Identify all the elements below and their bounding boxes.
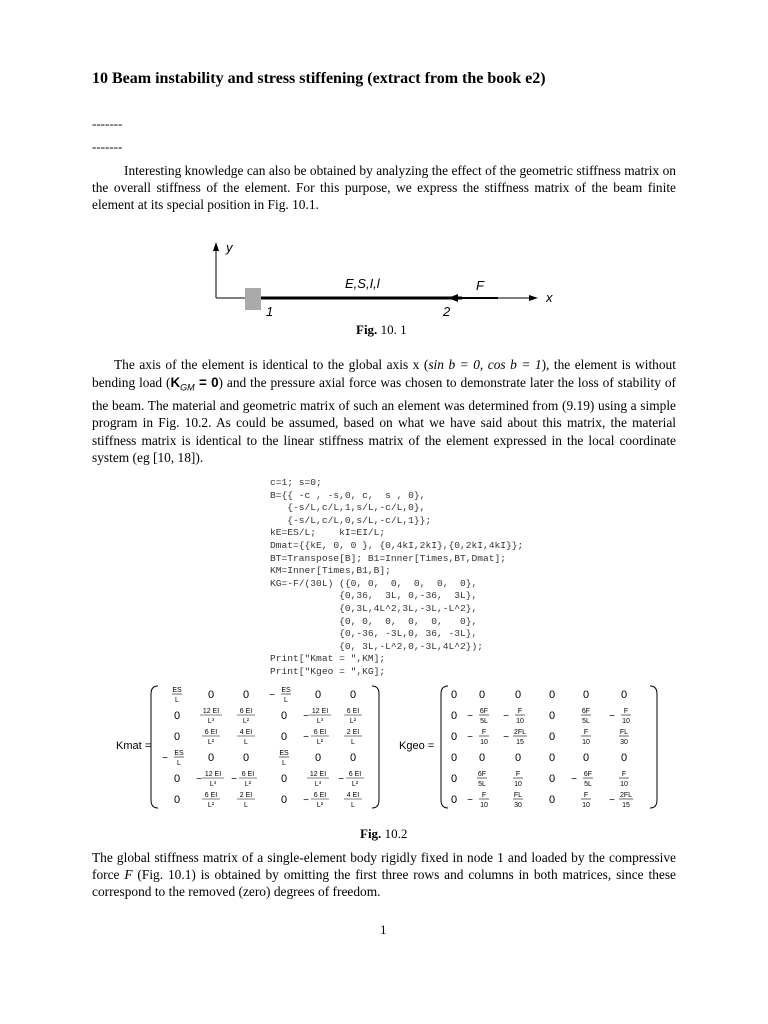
kgeo-cell: [621, 689, 627, 701]
svg-text:10: 10: [582, 739, 590, 746]
kgeo-cell: [503, 708, 525, 725]
kmat-cell: [202, 729, 220, 746]
svg-text:L: L: [351, 739, 355, 746]
kmat-cell: [174, 773, 180, 785]
kmat-cell: [162, 750, 184, 767]
kmat-cell: [269, 687, 291, 704]
svg-text:0: 0: [548, 794, 556, 806]
kmat-cell: [202, 792, 220, 809]
kgeo-right-bracket: [650, 686, 657, 808]
svg-text:0: 0: [242, 752, 250, 764]
svg-text:0: 0: [173, 710, 181, 722]
kgeo-cell: [619, 771, 629, 788]
svg-text:L³: L³: [314, 781, 322, 788]
svg-text:L³: L³: [316, 718, 324, 725]
kgeo-cell: [479, 689, 485, 701]
kmat-cell: [279, 750, 289, 767]
svg-text:0: 0: [450, 710, 458, 722]
node-1-label: 1: [266, 304, 274, 319]
force-arrowhead-icon: [448, 294, 458, 302]
kmat-cell: [237, 708, 255, 725]
fixed-support: [245, 288, 261, 310]
svg-text:4 EI: 4 EI: [239, 729, 253, 736]
svg-text:ES: ES: [172, 687, 182, 694]
svg-text:F: F: [621, 771, 627, 778]
svg-text:−: −: [231, 774, 237, 785]
x-axis-label: x: [546, 290, 553, 305]
kmat-cell: [172, 687, 182, 704]
kgeo-left-bracket: [441, 686, 448, 808]
kmat-cell: [338, 771, 364, 788]
svg-text:L: L: [177, 760, 181, 767]
kmat-cell: [303, 729, 329, 746]
svg-text:10: 10: [516, 718, 524, 725]
svg-text:FL: FL: [619, 729, 629, 736]
svg-text:2FL: 2FL: [619, 792, 633, 799]
svg-text:L: L: [284, 697, 288, 704]
svg-text:ES: ES: [281, 687, 291, 694]
kgeo-cell: [609, 792, 633, 809]
svg-text:6 EI: 6 EI: [313, 792, 327, 799]
svg-text:10: 10: [480, 739, 488, 746]
svg-text:10: 10: [622, 718, 630, 725]
svg-text:0: 0: [450, 773, 458, 785]
kmat-cell: [344, 792, 362, 809]
svg-text:6F: 6F: [583, 771, 593, 778]
page-number: 1: [380, 922, 387, 937]
figure-caption-2: Fig. 10.2: [360, 826, 408, 841]
kgeo-cell: [467, 729, 489, 746]
svg-text:L²: L²: [242, 718, 250, 725]
svg-text:L²: L²: [244, 781, 252, 788]
kmat-left-bracket: [151, 686, 158, 808]
svg-text:F: F: [583, 792, 589, 799]
svg-text:−: −: [303, 732, 309, 743]
kgeo-matrix: [440, 684, 658, 810]
kmat-cell: [350, 689, 356, 701]
svg-text:5L: 5L: [478, 781, 486, 788]
svg-text:0: 0: [548, 773, 556, 785]
svg-text:0: 0: [478, 689, 486, 701]
svg-text:12 EI: 12 EI: [311, 708, 329, 715]
kgeo-cell: [451, 689, 457, 701]
code-listing: c=1; s=0; B={{ -c , -s,0, c, s , 0}, {-s/L,c/L,1,s/L,-c/L,0}, {-s/L,c/L,0,s/L,-c/L,1}}; kE=ES/L; kI=EI/L; Dmat={{kE, 0, 0 }, {0,4kI,2kI},{0,2kI,4kI}}; BT=Transpose[B]; B1=Inner[Times,BT,Dmat]; KM=Inner[Times,B1,B]; KG=-F/(30L) ({0, 0, 0, 0, 0, 0}, {0,36, 3L, 0,-36, 3L}, {0,3L,4L^2,3L,-3L,-L^2}, {0, 0, 0, 0, 0, 0}, {0,-36, -3L,0, 36, -3L}, {0, 3L,-L^2,0,-3L,4L^2}); Print["Kmat = ",KM]; Print["Kgeo = ",KG];: [270, 477, 524, 677]
svg-text:L³: L³: [209, 781, 217, 788]
svg-text:−: −: [269, 690, 275, 701]
svg-text:−: −: [571, 774, 577, 785]
svg-text:5L: 5L: [584, 781, 592, 788]
kmat-label: Kmat =: [116, 740, 152, 752]
svg-text:6 EI: 6 EI: [313, 729, 327, 736]
svg-text:6 EI: 6 EI: [239, 708, 253, 715]
kgeo-cell: [621, 752, 627, 764]
svg-text:0: 0: [314, 689, 322, 701]
svg-text:F: F: [517, 708, 523, 715]
svg-text:L²: L²: [207, 802, 215, 809]
svg-text:L: L: [244, 802, 248, 809]
y-axis-label: y: [226, 240, 233, 255]
svg-text:4 EI: 4 EI: [346, 792, 360, 799]
kmat-cell: [303, 708, 331, 725]
svg-text:0: 0: [514, 752, 522, 764]
svg-text:12 EI: 12 EI: [202, 708, 220, 715]
kgeo-cell: [467, 792, 489, 809]
svg-text:10: 10: [514, 781, 522, 788]
kgeo-cell: [549, 752, 555, 764]
svg-text:−: −: [162, 753, 168, 764]
node-2-label: 2: [443, 304, 451, 319]
svg-text:10: 10: [620, 781, 628, 788]
svg-text:2 EI: 2 EI: [346, 729, 360, 736]
kgm-symbol: $K_{GM} = 0$: [170, 374, 219, 393]
kmat-cell: [231, 771, 257, 788]
svg-text:2FL: 2FL: [513, 729, 527, 736]
kmat-cell: [196, 771, 224, 788]
svg-text:6F: 6F: [477, 771, 487, 778]
svg-text:−: −: [467, 732, 473, 743]
svg-text:12 EI: 12 EI: [204, 771, 222, 778]
svg-text:L: L: [175, 697, 179, 704]
svg-text:0: 0: [478, 752, 486, 764]
svg-text:30: 30: [514, 802, 522, 809]
svg-text:0: 0: [280, 731, 288, 743]
svg-text:0: 0: [207, 689, 215, 701]
svg-text:L: L: [351, 802, 355, 809]
kgeo-cell: [479, 752, 485, 764]
kgeo-cell: [477, 771, 487, 788]
kmat-cell: [208, 689, 214, 701]
kmat-cell: [243, 689, 249, 701]
svg-text:30: 30: [620, 739, 628, 746]
svg-text:6F: 6F: [479, 708, 489, 715]
beam-properties-label: E,S,I,l: [345, 276, 380, 291]
svg-text:6 EI: 6 EI: [346, 708, 360, 715]
kmat-cell: [307, 771, 329, 788]
kgeo-cell: [549, 794, 555, 806]
kgeo-cell: [609, 708, 631, 725]
svg-text:12 EI: 12 EI: [309, 771, 327, 778]
kmat-cell: [200, 708, 222, 725]
svg-text:0: 0: [582, 689, 590, 701]
svg-text:F: F: [481, 792, 487, 799]
svg-text:10: 10: [582, 802, 590, 809]
svg-text:0: 0: [548, 752, 556, 764]
svg-text:0: 0: [582, 752, 590, 764]
kmat-cell: [237, 729, 255, 746]
svg-text:0: 0: [173, 794, 181, 806]
kmat-cell: [315, 689, 321, 701]
kmat-cell: [303, 792, 329, 809]
kmat-cell: [174, 710, 180, 722]
axis-paragraph: The axis of the element is identical to the global axis x (sin b = 0, cos b = 1), the element is without bending load $(K_{GM} = 0)$ and the pressure axial force was chosen to demonstrate later the loss of stability of the beam. The material and geometric matrix of such an element was determined from (9.19) using a simple program in Fig. 10.2. As could be assumed, based on what we have said about this matrix, the material stiffness matrix is identical to the linear stiffness matrix of the element expressed in the local coordinate system (eg [10, 18]).: [92, 357, 676, 466]
svg-text:−: −: [303, 711, 309, 722]
kgeo-cell: [581, 708, 591, 725]
svg-text:6 EI: 6 EI: [241, 771, 255, 778]
svg-text:15: 15: [516, 739, 524, 746]
kgeo-cell: [549, 710, 555, 722]
kgeo-cell: [451, 794, 457, 806]
svg-text:0: 0: [514, 689, 522, 701]
svg-text:0: 0: [280, 794, 288, 806]
kmat-cell: [344, 729, 362, 746]
kmat-cell: [281, 710, 287, 722]
svg-text:−: −: [467, 795, 473, 806]
figure-caption: Fig. 10. 1: [356, 322, 407, 337]
kmat-cell: [174, 731, 180, 743]
intro-paragraph: Interesting knowledge can also be obtained by analyzing the effect of the geometric stiffness matrix on the overall stiffness of the element. For this purpose, we express the stiffness matrix of the beam finite element at its special position in Fig. 10.1.: [92, 163, 676, 212]
kmat-cell: [315, 752, 321, 764]
kgeo-cell: [503, 729, 527, 746]
kgeo-cell: [549, 689, 555, 701]
kgeo-cell: [619, 729, 629, 746]
svg-text:L²: L²: [349, 718, 357, 725]
svg-text:−: −: [609, 795, 615, 806]
svg-text:−: −: [303, 795, 309, 806]
separator-line: -------: [92, 139, 123, 154]
svg-text:FL: FL: [513, 792, 523, 799]
svg-text:0: 0: [548, 710, 556, 722]
kmat-matrix: [150, 684, 380, 810]
section-heading: 10 Beam instability and stress stiffening (extract from the book e2): [92, 70, 546, 87]
kgeo-cell: [549, 731, 555, 743]
svg-text:F: F: [481, 729, 487, 736]
svg-text:−: −: [503, 732, 509, 743]
svg-text:10: 10: [480, 802, 488, 809]
kmat-cell: [237, 792, 255, 809]
separator-line: -------: [92, 116, 123, 131]
svg-text:ES: ES: [174, 750, 184, 757]
kgeo-cell: [451, 752, 457, 764]
svg-text:0: 0: [620, 752, 628, 764]
svg-text:L²: L²: [316, 802, 324, 809]
svg-text:L: L: [282, 760, 286, 767]
kmat-cell: [281, 794, 287, 806]
svg-text:L²: L²: [207, 739, 215, 746]
svg-text:0: 0: [548, 731, 556, 743]
trig-condition: sin b = 0, cos b = 1: [428, 357, 542, 372]
svg-text:6 EI: 6 EI: [204, 792, 218, 799]
svg-text:0: 0: [173, 731, 181, 743]
svg-text:0: 0: [548, 689, 556, 701]
kmat-cell: [281, 773, 287, 785]
global-stiffness-paragraph: The global stiffness matrix of a single-element body rigidly fixed in node 1 and loaded by the compressive force F (Fig. 10.1) is obtained by omitting the first three rows and columns in both matrices, since these correspond to the removed (zero) degrees of freedom.: [92, 850, 676, 899]
svg-text:0: 0: [349, 689, 357, 701]
svg-text:0: 0: [450, 689, 458, 701]
kmat-cell: [281, 731, 287, 743]
svg-text:0: 0: [450, 752, 458, 764]
svg-text:−: −: [467, 711, 473, 722]
svg-text:F: F: [623, 708, 629, 715]
kgeo-label: Kgeo =: [399, 740, 435, 752]
kgeo-cell: [583, 752, 589, 764]
svg-text:ES: ES: [279, 750, 289, 757]
svg-text:0: 0: [349, 752, 357, 764]
kgeo-cell: [583, 689, 589, 701]
svg-text:F: F: [515, 771, 521, 778]
svg-text:6F: 6F: [581, 708, 591, 715]
y-axis-arrow-icon: [213, 242, 219, 251]
kgeo-cell: [513, 771, 523, 788]
svg-text:0: 0: [450, 731, 458, 743]
svg-text:0: 0: [207, 752, 215, 764]
kgeo-cell: [451, 731, 457, 743]
kgeo-cell: [451, 773, 457, 785]
kgeo-cell: [451, 710, 457, 722]
svg-text:0: 0: [280, 710, 288, 722]
svg-text:0: 0: [450, 794, 458, 806]
svg-text:5L: 5L: [480, 718, 488, 725]
svg-text:0: 0: [314, 752, 322, 764]
force-label: F: [476, 278, 484, 293]
x-axis-arrow-icon: [529, 295, 538, 301]
svg-text:6 EI: 6 EI: [204, 729, 218, 736]
kgeo-cell: [515, 752, 521, 764]
kgeo-cell: [581, 729, 591, 746]
svg-text:−: −: [196, 774, 202, 785]
kmat-right-bracket: [372, 686, 379, 808]
svg-text:0: 0: [280, 773, 288, 785]
svg-text:0: 0: [173, 773, 181, 785]
kmat-cell: [208, 752, 214, 764]
kgeo-cell: [581, 792, 591, 809]
kmat-cell: [344, 708, 362, 725]
kgeo-cell: [571, 771, 593, 788]
kmat-cell: [174, 794, 180, 806]
svg-text:L: L: [244, 739, 248, 746]
kgeo-cell: [467, 708, 489, 725]
kgeo-cell: [513, 792, 523, 809]
svg-text:2 EI: 2 EI: [239, 792, 253, 799]
beam-figure: [200, 238, 580, 328]
svg-text:0: 0: [242, 689, 250, 701]
svg-text:6 EI: 6 EI: [348, 771, 362, 778]
kmat-cell: [350, 752, 356, 764]
kgeo-cell: [549, 773, 555, 785]
svg-text:−: −: [609, 711, 615, 722]
kgeo-cell: [515, 689, 521, 701]
svg-text:L³: L³: [207, 718, 215, 725]
svg-text:−: −: [503, 711, 509, 722]
kmat-cell: [243, 752, 249, 764]
svg-text:L²: L²: [316, 739, 324, 746]
svg-text:15: 15: [622, 802, 630, 809]
svg-text:F: F: [583, 729, 589, 736]
svg-text:5L: 5L: [582, 718, 590, 725]
svg-text:−: −: [338, 774, 344, 785]
svg-text:0: 0: [620, 689, 628, 701]
svg-text:L²: L²: [351, 781, 359, 788]
